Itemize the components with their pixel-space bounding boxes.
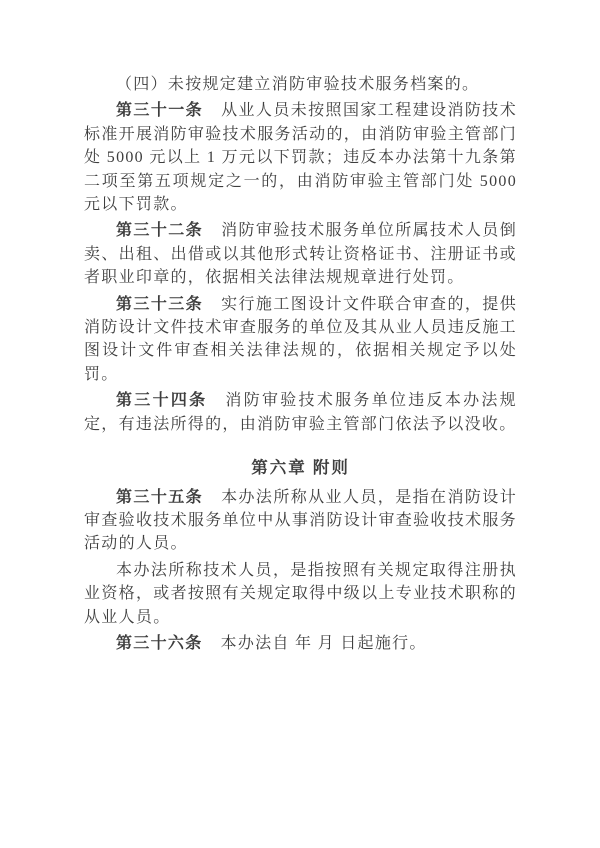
clause-four-item [84, 73, 517, 96]
technical-personnel-definition-paragraph [84, 559, 517, 629]
article-34-text: 消防审验技术服务单位违反本办法规定，有违法所得的，由消防审验主管部门依法予以没收。 [84, 392, 517, 433]
article-36-paragraph [84, 632, 517, 655]
article-32-number: 第三十二条 [116, 222, 204, 240]
article-35-text: 本办法所称从业人员，是指在消防设计审查验收技术服务单位中从事消防设计审查验收技术服务活动的人员。 [84, 488, 517, 553]
article-32-text: 消防审验技术服务单位所属技术人员倒卖、出租、出借或以其他形式转让资格证书、注册证书或者职业印章的，依据相关法律法规规章进行处罚。 [84, 222, 517, 287]
chapter-six-heading: 第六章 附则 [251, 458, 350, 478]
article-34-paragraph [84, 389, 517, 436]
article-31-paragraph [84, 99, 517, 216]
article-36-number: 第三十六条 [116, 634, 203, 652]
clause-four-text: （四）未按规定建立消防审验技术服务档案的。 [116, 76, 480, 93]
article-33-text: 实行施工图设计文件联合审查的，提供消防设计文件技术审查服务的单位及其从业人员违反施工图设计文件审查相关法律法规的，依据相关规定予以处罚。 [84, 295, 517, 383]
technical-personnel-definition-text: 本办法所称技术人员，是指按照有关规定取得注册执业资格，或者按照有关规定取得中级以上专业技术职称的从业人员。 [84, 561, 517, 626]
article-32-paragraph [84, 219, 517, 289]
article-33-paragraph [84, 293, 517, 387]
article-33-number: 第三十三条 [116, 295, 204, 313]
article-34-number: 第三十四条 [116, 392, 208, 410]
article-31-text: 从业人员未按照国家工程建设消防技术标准开展消防审验技术服务活动的，由消防审验主管部门处 5000 元以上 1 万元以下罚款；违反本办法第十九条第二项至第五项规定之一的，由消防审验主管部门处 5000 元以下罚款。 [84, 102, 517, 214]
article-31-number: 第三十一条 [116, 102, 204, 120]
article-35-paragraph [84, 486, 517, 556]
article-35-number: 第三十五条 [116, 488, 204, 506]
article-36-text: 本办法自 年 月 日起施行。 [220, 634, 427, 652]
